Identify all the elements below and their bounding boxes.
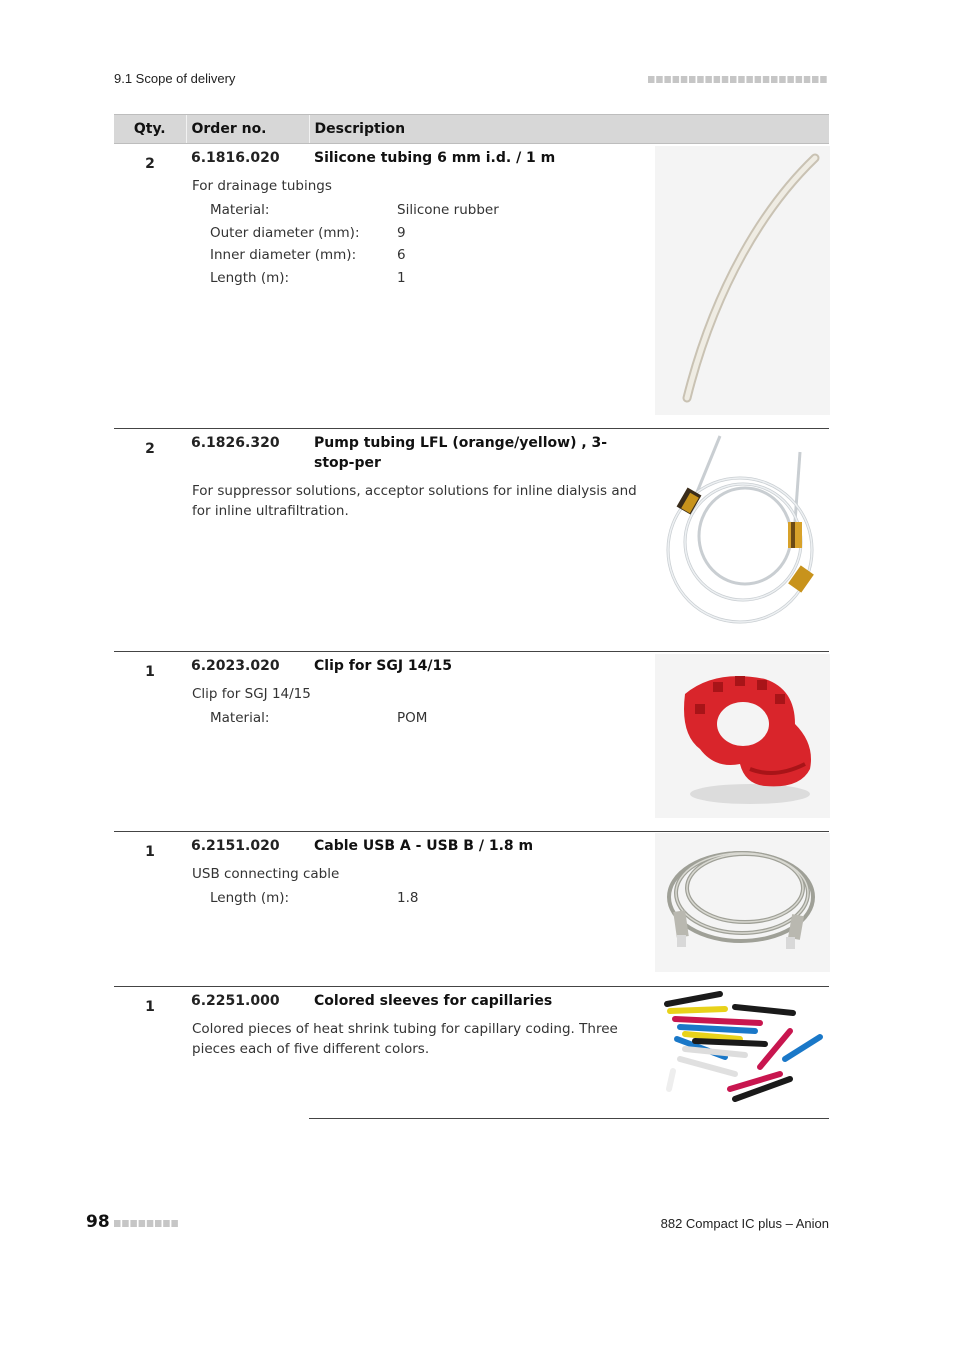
property-row: Inner diameter (mm): 6	[210, 247, 406, 264]
page-number: 98	[86, 1212, 110, 1232]
item-title: Pump tubing LFL (orange/yellow) , 3-stop-per	[314, 435, 608, 471]
header-decorative-dots	[648, 76, 829, 83]
document-title: 882 Compact IC plus – Anion	[660, 1216, 829, 1231]
item-text: For drainage tubings	[192, 178, 332, 194]
item-text: Clip for SGJ 14/15	[192, 686, 311, 702]
property-row: Length (m): 1	[210, 270, 406, 287]
property-row: Length (m): 1.8	[210, 890, 419, 907]
item-text: Colored pieces of heat shrink tubing for capillary coding. Three pieces each of five different colors.	[192, 1021, 618, 1057]
qty-cell: 1	[114, 652, 186, 832]
order-number-cell: 6.2023.020	[186, 652, 309, 832]
colored-sleeves-image	[655, 989, 830, 1107]
order-number-cell: 6.2251.000	[186, 987, 309, 1119]
clip-image	[655, 654, 830, 818]
usb-cable-image	[655, 833, 830, 972]
qty-cell: 2	[114, 429, 186, 652]
footer-decorative-dots	[114, 1220, 182, 1227]
qty-cell: 1	[114, 832, 186, 987]
column-header-description: Description	[309, 115, 829, 144]
silicone-tubing-image	[655, 146, 830, 415]
qty-cell: 1	[114, 987, 186, 1119]
order-number-cell: 6.2151.020	[186, 832, 309, 987]
property-row: Material: Silicone rubber	[210, 202, 499, 219]
qty-cell: 2	[145, 156, 155, 172]
order-number-cell: 6.1826.320	[186, 429, 309, 652]
item-description	[192, 864, 642, 910]
item-title: Clip for SGJ 14/15	[314, 658, 452, 674]
pump-tubing-image	[655, 432, 830, 632]
column-header-order-no: Order no.	[186, 115, 309, 144]
order-number-cell: 6.1816.020	[191, 150, 280, 166]
item-title: Colored sleeves for capillaries	[314, 993, 553, 1009]
property-row: Outer diameter (mm): 9	[210, 224, 406, 241]
item-title: Silicone tubing 6 mm i.d. / 1 m	[314, 150, 556, 166]
item-text: For suppressor solutions, acceptor solutions for inline dialysis and for inline ultrafiltration.	[192, 483, 637, 519]
item-description	[192, 684, 642, 730]
section-title: 9.1 Scope of delivery	[114, 71, 236, 86]
column-header-qty: Qty.	[114, 115, 186, 144]
item-description	[192, 176, 642, 289]
item-text: USB connecting cable	[192, 866, 340, 882]
property-row: Material: POM	[210, 710, 428, 727]
item-title: Cable USB A - USB B / 1.8 m	[314, 838, 534, 854]
